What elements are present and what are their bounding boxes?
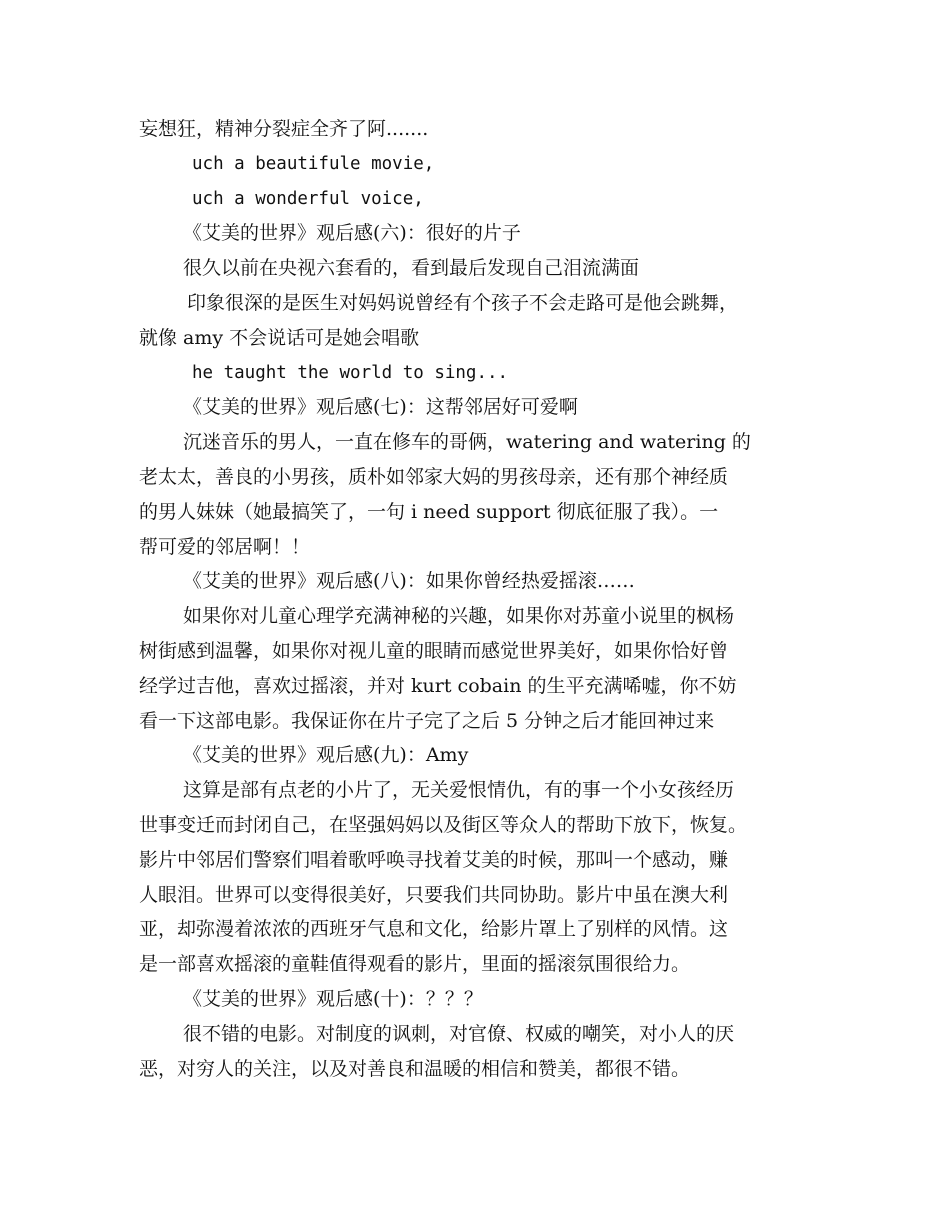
lyric-line: uch a beautifule movie,: [192, 153, 435, 174]
text-line: 是一部喜欢摇滚的童鞋值得观看的影片，里面的摇滚氛围很给力。: [139, 953, 691, 976]
section-heading: 《艾美的世界》观后感(六)：很好的片子: [183, 222, 521, 245]
text-line: 印象很深的是医生对妈妈说曾经有个孩子不会走路可是他会跳舞，: [187, 291, 739, 314]
text-line: 世事变迁而封闭自己，在坚强妈妈以及街区等众人的帮助下放下，恢复。: [139, 813, 748, 836]
text-line: 老太太，善良的小男孩，质朴如邻家大妈的男孩母亲，还有那个神经质: [139, 465, 729, 488]
lyric-line: he taught the world to sing...: [192, 362, 509, 383]
document-body: [139, 112, 819, 1086]
text-line: 经学过吉他，喜欢过摇滚，并对 kurt cobain 的生平充满唏嘘，你不妨: [139, 674, 737, 697]
text-line: 很久以前在央视六套看的，看到最后发现自己泪流满面: [183, 257, 640, 280]
text-line: 这算是部有点老的小片了，无关爱恨情仇，有的事一个小女孩经历: [183, 779, 735, 802]
text-line: 很不错的电影。对制度的讽刺，对官僚、权威的嘲笑，对小人的厌: [183, 1022, 735, 1045]
text-line: 沉迷音乐的男人，一直在修车的哥俩，watering and watering 的: [183, 431, 751, 454]
text-line: 的男人妹妹（她最搞笑了，一句 i need support 彻底征服了我）。一: [139, 500, 719, 523]
text-line: 帮可爱的邻居啊！！: [139, 535, 311, 558]
text-line: 恶，对穷人的关注，以及对善良和温暖的相信和赞美，都很不错。: [139, 1057, 691, 1080]
text-line: 树街感到温馨，如果你对视儿童的眼睛而感觉世界美好，如果你恰好曾: [139, 639, 729, 662]
text-line: 如果你对儿童心理学充满神秘的兴趣，如果你对苏童小说里的枫杨: [183, 605, 735, 628]
section-heading: 《艾美的世界》观后感(九)：Amy: [183, 744, 469, 767]
text-line: 亚，却弥漫着浓浓的西班牙气息和文化，给影片罩上了别样的风情。这: [139, 918, 729, 941]
text-line: 看一下这部电影。我保证你在片子完了之后 5 分钟之后才能回神过来: [139, 709, 715, 732]
section-heading: 《艾美的世界》观后感(七)：这帮邻居好可爱啊: [183, 396, 578, 419]
lyric-line: uch a wonderful voice,: [192, 188, 424, 209]
text-line: 妄想狂，精神分裂症全齐了阿.......: [139, 118, 429, 140]
text-line: 人眼泪。世界可以变得很美好，只要我们共同协助。影片中虽在澳大利: [139, 883, 729, 906]
section-heading: 《艾美的世界》观后感(八)：如果你曾经热爱摇滚……: [183, 570, 635, 593]
text-line: 就像 amy 不会说话可是她会唱歌: [139, 326, 420, 349]
section-heading: 《艾美的世界》观后感(十)：？？？: [183, 987, 483, 1010]
text-line: 影片中邻居们警察们唱着歌呼唤寻找着艾美的时候，那叫一个感动，赚: [139, 848, 729, 871]
